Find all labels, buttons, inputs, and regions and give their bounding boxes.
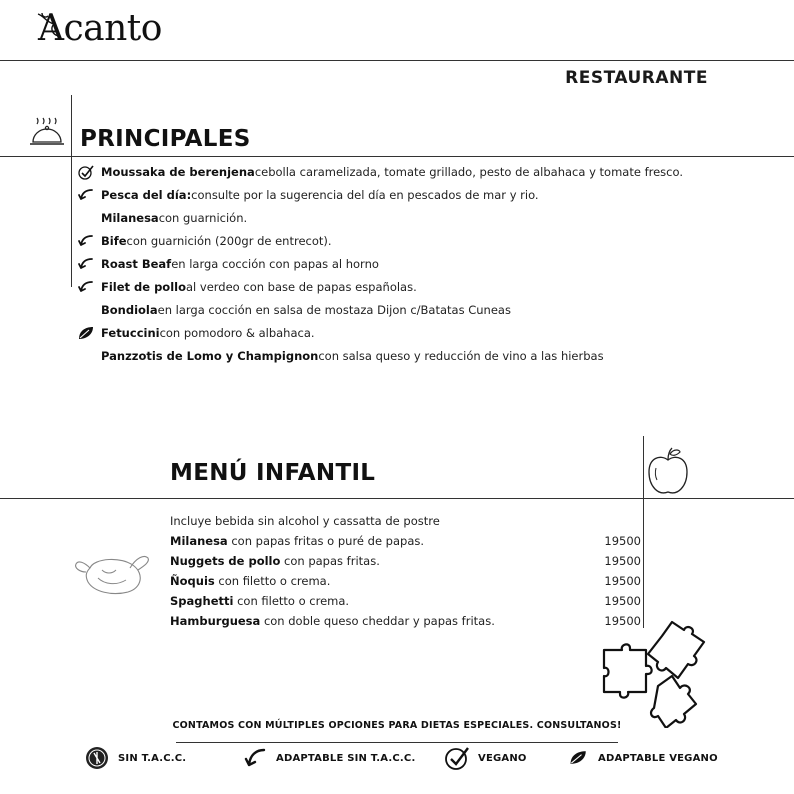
- item-price: 19500: [604, 594, 641, 608]
- menu-item: [101, 323, 315, 343]
- item-name: Milanesa: [101, 211, 159, 225]
- infantil-item: [170, 552, 642, 572]
- adaptable-sin-tacc-icon: [77, 233, 95, 249]
- adaptable-sin-tacc-icon: [77, 187, 95, 203]
- item-description: con doble queso cheddar y papas fritas.: [260, 614, 495, 628]
- item-name: Bife: [101, 234, 127, 248]
- principales-vertical-rule: [71, 95, 72, 287]
- infantil-item: [170, 532, 642, 552]
- item-description: con papas fritas o puré de papas.: [227, 534, 425, 548]
- infantil-rule: [0, 498, 794, 499]
- adaptable-sin-tacc-icon: [242, 745, 268, 771]
- item-description: con papas fritas.: [280, 554, 380, 568]
- item-name: Milanesa: [170, 534, 228, 548]
- item-price: 19500: [604, 574, 641, 588]
- item-description: con guarnición (200gr de entrecot).: [126, 234, 332, 248]
- item-description: consulte por la sugerencia del día en pescados de mar y rio.: [191, 188, 539, 202]
- legend-label: VEGANO: [478, 752, 527, 764]
- item-description: con salsa queso y reducción de vino a las hierbas: [318, 349, 604, 363]
- item-description: en larga cocción en salsa de mostaza Dijon c/Batatas Cuneas: [157, 303, 511, 317]
- adaptable-vegano-leaf-icon: [568, 745, 590, 771]
- principales-rule: [0, 156, 794, 157]
- item-description: con filetto o crema.: [233, 594, 350, 608]
- apple-icon: [646, 446, 690, 498]
- menu-item: [101, 254, 379, 274]
- item-price: 19500: [604, 534, 641, 548]
- item-price: 19500: [604, 614, 641, 628]
- item-name: Filet de pollo: [101, 280, 186, 294]
- item-name: Nuggets de pollo: [170, 554, 281, 568]
- menu-item: [101, 277, 417, 297]
- item-description: con guarnición.: [158, 211, 248, 225]
- item-description: al verdeo con base de papas españolas.: [186, 280, 417, 294]
- legend-label: ADAPTABLE SIN T.A.C.C.: [276, 752, 416, 764]
- legend-adaptable-vegano: [568, 745, 718, 771]
- footer-rule: [176, 742, 618, 743]
- menu-item: [101, 208, 247, 228]
- item-description: en larga cocción con papas al horno: [171, 257, 379, 271]
- menu-item: [101, 162, 683, 182]
- menu-item: [101, 185, 539, 205]
- item-name: Spaghetti: [170, 594, 234, 608]
- cloche-icon: [28, 116, 66, 150]
- item-price: 19500: [604, 554, 641, 568]
- item-name: Ñoquis: [170, 574, 215, 588]
- adaptable-sin-tacc-icon: [77, 279, 95, 295]
- item-name: Bondiola: [101, 303, 158, 317]
- intro-text: Incluye bebida sin alcohol y cassatta de postre: [170, 514, 440, 528]
- legend-vegano: [444, 745, 527, 771]
- roast-chicken-icon: [72, 548, 152, 598]
- puzzle-pieces-icon: [600, 616, 710, 728]
- header-rule: [0, 60, 794, 61]
- item-name: Fetuccini: [101, 326, 160, 340]
- infantil-item: [170, 572, 642, 592]
- principales-title: PRINCIPALES: [80, 126, 251, 152]
- sin-tacc-seal-icon: [84, 745, 110, 771]
- infantil-vertical-rule: [643, 436, 644, 628]
- legend-label: ADAPTABLE VEGANO: [598, 752, 718, 764]
- vegan-check-icon: [77, 164, 95, 180]
- infantil-item: [170, 592, 642, 612]
- item-description: cebolla caramelizada, tomate grillado, pesto de albahaca y tomate fresco.: [254, 165, 683, 179]
- vegan-check-icon: [444, 745, 470, 771]
- item-name: Pesca del día:: [101, 188, 192, 202]
- menu-item: [101, 300, 511, 320]
- infantil-title: MENÚ INFANTIL: [170, 460, 376, 486]
- item-name: Roast Beaf: [101, 257, 172, 271]
- legend-label: SIN T.A.C.C.: [118, 752, 187, 764]
- item-name: Hamburguesa: [170, 614, 261, 628]
- special-diets-note: CONTAMOS CON MÚLTIPLES OPCIONES PARA DIETAS ESPECIALES. CONSULTANOS!: [172, 720, 622, 731]
- restaurant-subtitle: RESTAURANTE: [565, 68, 708, 88]
- adaptable-sin-tacc-icon: [77, 256, 95, 272]
- legend-adaptable-sin-tacc: [242, 745, 415, 771]
- item-description: con filetto o crema.: [214, 574, 331, 588]
- item-description: con pomodoro & albahaca.: [159, 326, 315, 340]
- adaptable-vegano-leaf-icon: [77, 325, 95, 341]
- item-name: Moussaka de berenjena: [101, 165, 255, 179]
- menu-item: [101, 231, 332, 251]
- legend-sin-tacc: [84, 745, 186, 771]
- item-name: Panzzotis de Lomo y Champignon: [101, 349, 319, 363]
- menu-item: [101, 346, 604, 366]
- infantil-intro: [170, 512, 642, 532]
- logo-text: Acanto: [38, 8, 162, 49]
- infantil-item: [170, 612, 642, 632]
